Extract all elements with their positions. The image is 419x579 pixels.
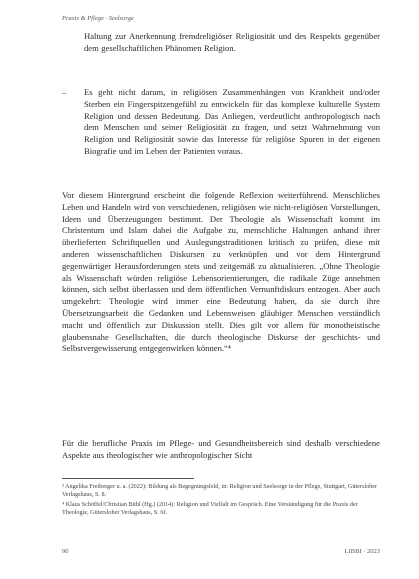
bullet-text: Es geht nicht darum, in religiösen Zusammenhängen von Krankheit und/oder Sterben ein Fingerspitzengefühl zu entwickeln für das komplexe kulturelle System Religion und dessen Bedeutung. Das Anliegen, verdeutlicht anthropologisch nach dem Menschen und seiner Religiosität zu fragen, und setzt Wahrnehmung von Religion und Religiosität sowie das Interesse für religiöse Spuren in der eigenen Biografie und im Leben der Patienten voraus. <box>84 87 380 156</box>
footer-publication: LIBBI · 2023 <box>344 548 380 555</box>
footnote-4: ⁴ Klaus Schöffel/Christian Bühl (Hg.) (2014): Religion und Vielfalt im Gespräch. Eine Verständigung für die Praxis der Theologie, Gütersloher Verlagshaus, S. 6f. <box>62 500 358 517</box>
continuation-text: Haltung zur Anerkennung fremdreligiöser Religiosität und des Respekts gegenüber dem gesellschaftlichen Phänomen Religion. <box>84 31 380 53</box>
footnote-3: ³ Angelika Freiberger u. a. (2022): Bildung als Begegnungsfeld, in: Religion und Seelsorge in der Pflege, Stuttgart, Gütersloher Verlagshaus, S. 8. <box>62 483 378 499</box>
main-paragraph: Vor diesem Hintergrund erscheint die folgende Reflexion weiterführend. Menschliches Leben und Handeln wird von verschiedenen, religiösen wie nicht-religiösen Vorstellungen, Ideen und Überzeugungen bestimmt. Der Theologie als Wissenschaft kommt im Christentum und Islam dabei die Aufgabe zu, menschliche Haltungen anhand ihrer überlieferten Schriftquellen und Auslegungstraditionen kritisch zu prüfen, diese mit anderen wissenschaftlichen Diskursen zu verknüpfen und vor dem Hintergrund gegenwärtiger Herausforderungen stets und zeitgemäß zu aktualisieren. „Ohne Theologie als Wissenschaft würden religiöse Lebensorientierungen, die radikale Züge annehmen können, sich selbst überlassen und dem öffentlichen Vernunftdiskurs entzogen. Aber auch umgekehrt: Theologie wird immer eine Bedeutung haben, da sie durch ihre Übersetzungsarbeit die Gedanken und Lebensweisen gläubiger Menschen verständlich macht und öffentlich zur Diskussion stellt. Dies gilt vor allem für monotheistische glaubensnahe Gesellschaften, die durch theologische Diskurse der geschichts- und Selbstvergewisserung entgegenwirken können.“⁴ <box>62 190 380 354</box>
footnote-divider <box>62 478 194 479</box>
bullet-item <box>62 87 380 158</box>
running-head: Praxis & Pflege · Seelsorge <box>62 15 134 22</box>
page-number: 90 <box>62 548 69 555</box>
footnotes <box>62 483 380 519</box>
closing-paragraph: Für die berufliche Praxis im Pflege- und Gesundheitsbereich sind deshalb verschiedene Aspekte aus theologischer wie anthropologischer Sicht <box>62 438 380 460</box>
bullet-dash-icon: – <box>62 87 67 97</box>
